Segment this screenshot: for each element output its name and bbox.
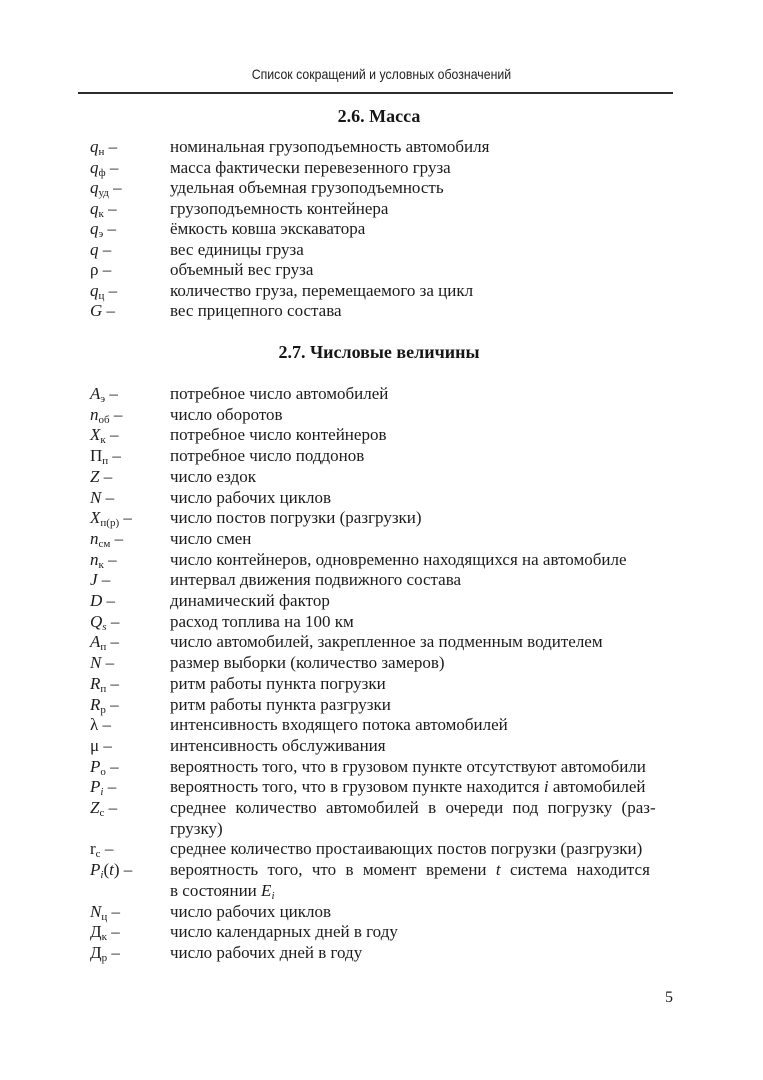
term-description: потребное число контейнеров xyxy=(170,425,387,445)
term-row xyxy=(90,653,673,674)
term-row xyxy=(90,158,673,179)
term-row xyxy=(90,260,673,281)
dash-separator: – xyxy=(103,777,117,797)
term-symbol: $А_п$ – xyxy=(90,632,120,654)
term-symbol: λ – xyxy=(90,715,111,735)
term-symbol: D – xyxy=(90,591,116,611)
dash-separator: – xyxy=(109,404,123,424)
dash-separator: – xyxy=(105,157,119,177)
term-description: ритм работы пункта разгрузки xyxy=(170,694,391,714)
term-row xyxy=(90,529,673,550)
dash-separator: – xyxy=(119,508,132,528)
term-description: вес единицы груза xyxy=(170,239,304,259)
term-description: масса фактически перевезенного груза xyxy=(170,157,451,177)
term-description: число рабочих дней в году xyxy=(170,942,363,962)
term-description: количество груза, перемещаемого за цикл xyxy=(170,280,474,300)
dash-separator: – xyxy=(119,860,133,880)
term-description: грузоподъемность контейнера xyxy=(170,198,389,218)
term-row xyxy=(90,943,673,964)
term-row xyxy=(90,860,673,901)
term-description: число рабочих циклов xyxy=(170,487,332,507)
term-row xyxy=(90,508,673,529)
dash-separator: – xyxy=(99,735,112,755)
section-2-7-list xyxy=(90,384,673,964)
header-rule xyxy=(78,92,673,94)
dash-separator: – xyxy=(107,901,120,921)
term-row xyxy=(90,798,673,839)
term-row xyxy=(90,902,673,923)
term-symbol: $N_ц$ – xyxy=(90,901,120,923)
term-row xyxy=(90,736,673,757)
term-row xyxy=(90,219,673,240)
term-description: ритм работы пункта погрузки xyxy=(170,673,386,693)
term-description: число смен xyxy=(170,528,252,548)
dash-separator: – xyxy=(101,487,115,507)
term-row xyxy=(90,591,673,612)
dash-separator: – xyxy=(105,756,119,776)
term-row xyxy=(90,632,673,653)
term-row xyxy=(90,384,673,405)
dash-separator: – xyxy=(104,798,118,818)
running-head-text: Список сокращений и условных обозначений xyxy=(251,66,512,82)
term-description: вероятность того, что в грузовом пункте отсутствуют автомобили xyxy=(170,756,646,776)
dash-separator: – xyxy=(108,178,122,197)
term-row xyxy=(90,446,673,467)
term-symbol: $Р_i(t)$ – xyxy=(90,860,133,882)
term-symbol: Z – xyxy=(90,466,113,486)
term-symbol: $q_н$ – xyxy=(90,137,118,158)
term-row xyxy=(90,922,673,943)
dash-separator: – xyxy=(110,528,124,548)
term-description: номинальная грузоподъемность автомобиля xyxy=(170,137,490,156)
term-row xyxy=(90,199,673,220)
term-description: динамический фактор xyxy=(170,591,330,611)
running-head xyxy=(0,66,763,82)
term-row xyxy=(90,612,673,633)
section-title-2-7: 2.7. Числовые величины xyxy=(278,342,480,362)
term-description: интервал движения подвижного состава xyxy=(170,570,462,590)
term-description: число оборотов xyxy=(170,404,283,424)
dash-separator: – xyxy=(105,694,119,714)
term-symbol: $Z_с$ – xyxy=(90,798,118,820)
dash-separator: – xyxy=(106,673,120,693)
term-symbol: $q_ц$ – xyxy=(90,280,118,302)
term-row xyxy=(90,839,673,860)
term-description: ёмкость ковша экскаватора xyxy=(170,219,366,238)
term-description: потребное число поддонов xyxy=(170,446,365,466)
term-symbol: $Р_о$ – xyxy=(90,756,119,778)
term-row xyxy=(90,467,673,488)
term-row xyxy=(90,488,673,509)
term-row xyxy=(90,281,673,302)
term-symbol: N – xyxy=(90,653,115,673)
dash-separator: – xyxy=(105,384,118,403)
term-description: интенсивность обслуживания xyxy=(170,735,386,755)
term-symbol: N – xyxy=(90,487,115,507)
term-row xyxy=(90,674,673,695)
dash-separator: – xyxy=(104,280,118,300)
term-symbol: $R_р$ – xyxy=(90,694,119,716)
dash-separator: – xyxy=(104,137,118,156)
term-symbol: $q_э$ – xyxy=(90,219,116,240)
term-row xyxy=(90,570,673,591)
dash-separator: – xyxy=(102,301,116,320)
term-symbol: q – xyxy=(90,239,112,259)
term-symbol: $n_{об}$ – xyxy=(90,404,123,426)
page-number: 5 xyxy=(665,989,673,1006)
term-row xyxy=(90,550,673,571)
term-symbol: $Q_s$ – xyxy=(90,611,120,633)
term-row xyxy=(90,715,673,736)
dash-separator: – xyxy=(107,942,120,962)
term-description: число ездок xyxy=(170,466,256,486)
term-symbol: $R_п$ – xyxy=(90,673,120,695)
term-symbol: J – xyxy=(90,570,111,590)
term-symbol: $Д_к$ – xyxy=(90,922,120,944)
dash-separator: – xyxy=(108,446,121,466)
dash-separator: – xyxy=(98,715,111,735)
section-2-6-list xyxy=(90,137,673,322)
term-symbol: $Х_к$ – xyxy=(90,425,119,447)
term-symbol: $q_к$ – xyxy=(90,198,117,220)
term-symbol: $r_с$ – xyxy=(90,839,114,861)
dash-separator: – xyxy=(106,611,120,631)
term-description: размер выборки (количество замеров) xyxy=(170,653,445,673)
term-row xyxy=(90,695,673,716)
dash-separator: – xyxy=(102,591,116,611)
term-description: число автомобилей, закрепленное за подменным водителем xyxy=(170,632,603,652)
dash-separator: – xyxy=(103,549,117,569)
dash-separator: – xyxy=(98,239,112,259)
term-symbol: μ – xyxy=(90,735,112,755)
term-symbol: G – xyxy=(90,301,116,320)
term-symbol: ρ – xyxy=(90,260,112,279)
term-description: вероятность того, что в момент времени t система находится в состоянии $E_i$ xyxy=(170,860,650,902)
dash-separator: – xyxy=(103,219,116,238)
term-row xyxy=(90,777,673,798)
term-description: удельная объемная грузоподъемность xyxy=(170,178,444,197)
term-description: число контейнеров, одновременно находящихся на автомобиле xyxy=(170,549,627,569)
section-title-2-6: 2.6. Масса xyxy=(337,106,421,126)
term-symbol: $Р_i$ – xyxy=(90,777,117,799)
term-symbol: $q_ф$ – xyxy=(90,157,119,179)
term-row xyxy=(90,301,673,322)
term-symbol: $n_к$ – xyxy=(90,549,117,571)
term-row xyxy=(90,425,673,446)
term-description: среднее количество автомобилей в очереди под погрузку (раз- грузку) xyxy=(170,798,656,838)
term-description: вес прицепного состава xyxy=(170,301,342,320)
term-row xyxy=(90,178,673,199)
dash-separator: – xyxy=(106,632,120,652)
term-row xyxy=(90,757,673,778)
dash-separator: – xyxy=(98,260,112,279)
term-description: интенсивность входящего потока автомобилей xyxy=(170,715,508,735)
term-description: число рабочих циклов xyxy=(170,901,332,921)
dash-separator: – xyxy=(105,425,119,445)
term-symbol: $n_{см}$ – xyxy=(90,528,124,550)
term-symbol: $П_п$ – xyxy=(90,446,121,468)
term-description: число постов погрузки (разгрузки) xyxy=(170,508,422,528)
term-row xyxy=(90,137,673,158)
dash-separator: – xyxy=(99,466,113,486)
term-row xyxy=(90,240,673,261)
term-symbol: $Д_р$ – xyxy=(90,942,120,964)
term-description: потребное число автомобилей xyxy=(170,384,389,403)
term-row xyxy=(90,405,673,426)
dash-separator: – xyxy=(106,922,120,942)
term-symbol: $А_э$ – xyxy=(90,384,118,405)
term-symbol: $q_{уд}$ – xyxy=(90,178,122,199)
term-description: среднее количество простаивающих постов погрузки (разгрузки) xyxy=(170,839,643,859)
term-description: расход топлива на 100 км xyxy=(170,611,354,631)
term-description: объемный вес груза xyxy=(170,260,314,279)
dash-separator: – xyxy=(103,198,117,218)
term-symbol: $Х_{п(р)}$ – xyxy=(90,508,132,530)
term-description: число календарных дней в году xyxy=(170,922,398,942)
dash-separator: – xyxy=(101,653,115,673)
dash-separator: – xyxy=(100,839,114,859)
term-description: вероятность того, что в грузовом пункте находится i автомобилей xyxy=(170,777,646,797)
dash-separator: – xyxy=(97,570,111,590)
